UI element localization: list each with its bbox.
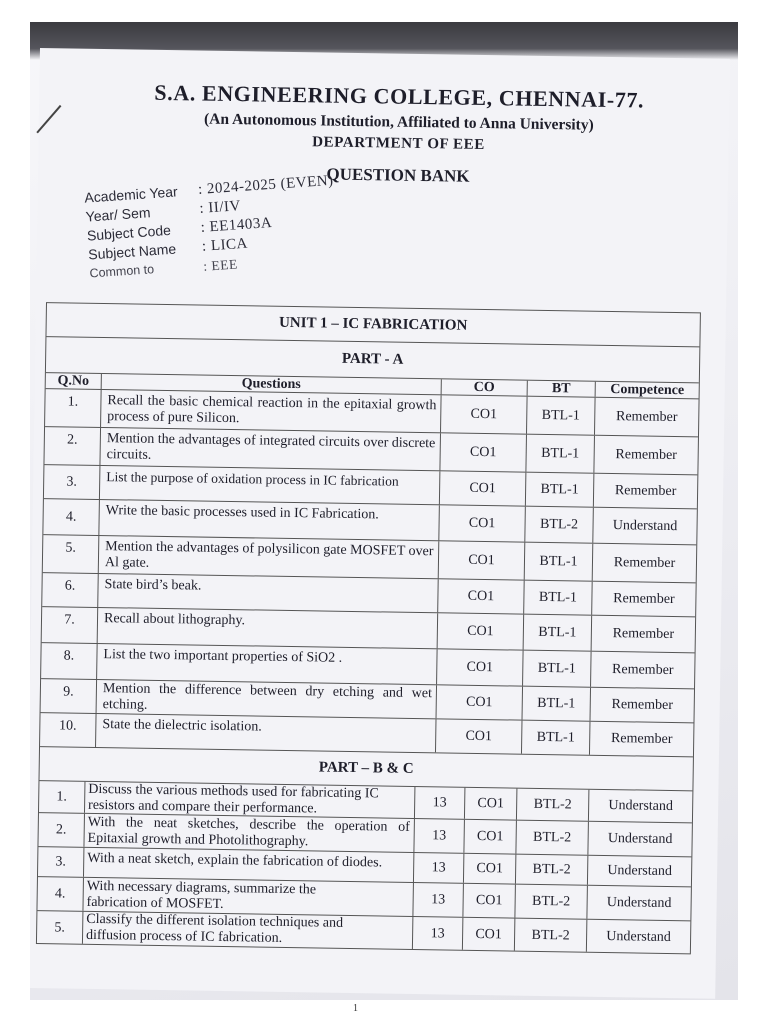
college-affiliation: (An Autonomous Institution, Affiliated to Anna University) [203, 110, 594, 134]
question-text: Recall the basic chemical reaction in the epitaxial growth process of pure Silicon. [101, 390, 442, 432]
bt-value: BTL-2 [516, 855, 588, 885]
question-number: 5. [43, 535, 100, 573]
question-text: List the purpose of oxidation process in IC fabrication [100, 466, 440, 504]
co-value: CO1 [463, 884, 516, 918]
competence-value: Understand [606, 928, 671, 945]
competence-value: Remember [613, 555, 676, 572]
co-value: CO1 [441, 395, 528, 433]
meta-label: Academic Year [83, 183, 179, 206]
bt-header: BT [528, 381, 596, 397]
meta-label: Subject Name [87, 240, 177, 263]
question-number: 10. [40, 713, 97, 747]
question-number: 4. [43, 499, 100, 535]
co-value: CO1 [464, 854, 516, 884]
co-value: CO1 [437, 685, 524, 719]
competence-value: Understand [607, 863, 673, 880]
question-number: 3. [44, 465, 101, 499]
question-text: With a neat sketch, explain the fabrication of diodes. [84, 848, 414, 882]
question-number: 2. [44, 427, 101, 465]
co-value: CO1 [440, 471, 527, 505]
meta-label: Subject Code [86, 221, 172, 244]
question-text: With the neat sketches, describe the operation of Epitaxial growth and Photolithography. [84, 814, 414, 852]
meta-label: Year/ Sem [85, 204, 151, 225]
unit-title: UNIT 1 – IC FABRICATION [278, 314, 468, 334]
bt-value: BTL-2 [517, 789, 589, 821]
bt-value: BTL-2 [516, 821, 589, 855]
question-number: 5. [37, 911, 83, 944]
competence-value: Remember [615, 447, 677, 464]
co-value: CO1 [440, 433, 527, 471]
bt-value: BTL-1 [523, 687, 592, 721]
question-number: 1. [45, 389, 102, 427]
question-number: 6. [42, 573, 99, 607]
question-text: State the dielectric isolation. [96, 714, 436, 752]
bt-value: BTL-1 [524, 581, 593, 615]
bt-value: BTL-2 [515, 919, 587, 952]
meta-value: : LICA [201, 235, 249, 255]
co-value: CO1 [437, 649, 524, 685]
department-name: DEPARTMENT OF EEE [312, 134, 486, 153]
meta-value: : EEE [202, 256, 239, 274]
page-number: 1 [353, 1003, 358, 1014]
bt-value: BTL-1 [527, 397, 596, 435]
question-number: 1. [39, 781, 85, 813]
question-number: 8. [41, 643, 98, 679]
competence-value: Understand [607, 831, 673, 848]
college-name: S.A. ENGINEERING COLLEGE, CHENNAI-77. [154, 79, 645, 113]
question-number: 9. [41, 679, 98, 713]
bt-value: BTL-1 [526, 473, 595, 507]
competence-value: Understand [612, 518, 678, 535]
qno-header: Q.No [46, 373, 102, 389]
question-text: Recall about lithography. [98, 608, 439, 648]
meta-label: Common to [89, 262, 155, 281]
document-photo [30, 22, 738, 1000]
questions-header: Questions [102, 374, 442, 394]
co-value: CO1 [439, 541, 526, 579]
marks-value: 13 [414, 819, 465, 853]
question-bank-title: QUESTION BANK [326, 164, 470, 186]
marks-value: 13 [413, 883, 464, 917]
question-number: 4. [37, 877, 84, 911]
meta-value: : II/IV [198, 198, 242, 217]
bt-value: BTL-2 [525, 507, 594, 543]
competence-value: Remember [615, 409, 678, 426]
question-text: Mention the difference between dry etching and wet etching. [97, 680, 437, 718]
competence-value: Understand [608, 798, 674, 815]
co-value: CO1 [438, 613, 525, 649]
competence-value: Remember [611, 697, 674, 714]
question-table [36, 302, 701, 954]
co-value: CO1 [463, 918, 515, 951]
pen-mark [36, 105, 61, 134]
part-a-title: PART - A [341, 350, 404, 368]
question-number: 3. [38, 847, 84, 877]
marks-value: 13 [414, 853, 464, 883]
meta-value: : 2024-2025 (EVEN) [197, 172, 335, 198]
competence-value: Remember [612, 626, 675, 643]
question-text: With necessary diagrams, summarize the fabrication of MOSFET. [83, 878, 413, 916]
co-value: CO1 [465, 788, 517, 820]
question-bank-sheet [30, 48, 730, 999]
marks-value: 13 [413, 917, 463, 950]
co-value: CO1 [436, 719, 523, 753]
bt-value: BTL-1 [522, 721, 591, 755]
part-bc-title: PART – B & C [318, 759, 414, 777]
question-text: State bird’s beak. [98, 574, 438, 612]
question-text: Classify the different isolation techniques and diffusion process of IC fabrication. [83, 912, 413, 949]
bt-value: BTL-1 [524, 615, 593, 651]
bt-value: BTL-1 [525, 543, 594, 581]
question-text: Mention the advantages of integrated circuits over discrete circuits. [100, 428, 441, 470]
marks-value: 13 [415, 787, 465, 819]
meta-value: : EE1403A [200, 214, 273, 236]
competence-header: Competence [610, 382, 685, 399]
question-text: List the two important properties of SiO2 . [97, 644, 438, 684]
bt-value: BTL-2 [515, 885, 588, 919]
question-number: 2. [38, 813, 85, 847]
competence-value: Remember [611, 662, 674, 679]
competence-value: Understand [606, 895, 672, 912]
co-value: CO1 [464, 820, 517, 854]
co-header: CO [442, 379, 528, 395]
competence-value: Remember [613, 591, 675, 608]
question-text: Discuss the various methods used for fabricating IC resistors and compare their performance. [85, 782, 415, 818]
bt-value: BTL-1 [526, 435, 595, 473]
co-value: CO1 [439, 505, 526, 541]
question-text: Write the basic processes used in IC Fabrication. [99, 500, 440, 540]
question-number: 7. [42, 607, 99, 643]
course-details [84, 164, 450, 283]
question-text: Mention the advantages of polysilicon gate MOSFET over Al gate. [99, 536, 440, 578]
competence-value: Remember [610, 731, 673, 748]
co-value: CO1 [438, 579, 525, 613]
competence-value: Remember [614, 483, 677, 500]
bt-value: BTL-1 [523, 651, 592, 687]
